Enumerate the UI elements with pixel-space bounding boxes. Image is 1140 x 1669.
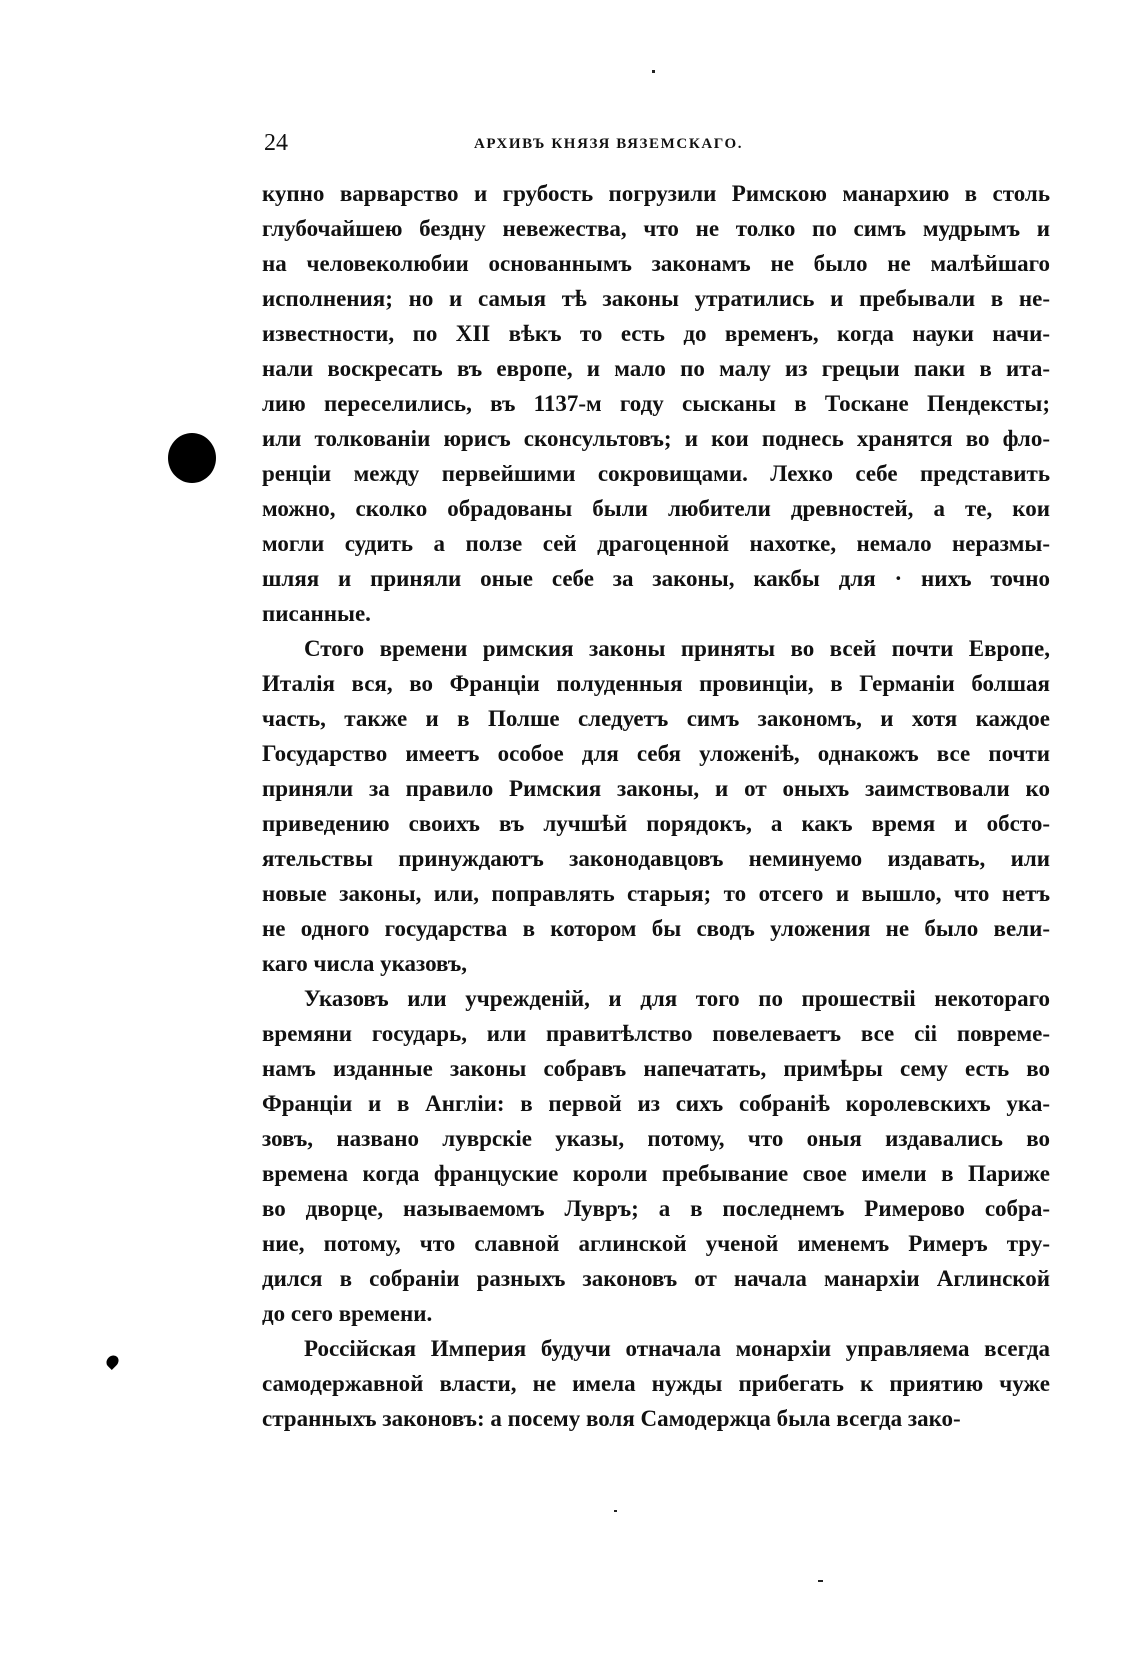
text-line: могли судить а ползе сей драгоценной нахотке, немало неразмы- xyxy=(262,531,1050,556)
text-line: приведению своихъ въ лучшѣй порядокъ, а какъ время и обсто- xyxy=(262,811,1050,836)
text-line: Францiи и в Англiи: в первой из сихъ собранiѣ королевскихъ ука- xyxy=(262,1091,1050,1116)
text-line: до сего времени. xyxy=(262,1301,433,1326)
page-header xyxy=(264,130,1054,160)
text-line: исполнения; но и самыя тѣ законы утратились и пребывали в не- xyxy=(262,286,1050,311)
text-line: намъ изданные законы собравъ напечатать, примѣры сему есть во xyxy=(262,1056,1050,1081)
text-line: новые законы, или, поправлять старыя; то отсего и вышло, что нетъ xyxy=(262,881,1050,906)
paragraph xyxy=(262,1331,1050,1436)
text-line: или толкованiи юрисъ сконсультовъ; и кои поднесь хранятся во фло- xyxy=(262,426,1050,451)
page-number: 24 xyxy=(264,130,288,156)
ink-blot-mark xyxy=(168,433,216,483)
speck-mark-top xyxy=(652,70,655,73)
text-line: времяни государь, или правитѣлство повелеваетъ все сiі повреме- xyxy=(262,1021,1050,1046)
text-line: странныхъ законовъ: а посему воля Самодержца была всегда зако- xyxy=(262,1406,961,1431)
paragraph xyxy=(262,176,1050,631)
text-line: на человеколюбии основаннымъ законамъ не было не малѣйшаго xyxy=(262,251,1050,276)
text-line: зовъ, названо луврскiе указы, потому, что оныя издавались во xyxy=(262,1126,1050,1151)
text-line: Государство имеетъ особое для себя уложенiѣ, однакожъ все почти xyxy=(262,741,1050,766)
text-line: не одного государства в котором бы сводъ уложения не было вели- xyxy=(262,916,1050,941)
text-line: писанные. xyxy=(262,601,371,626)
paragraph xyxy=(262,981,1050,1331)
text-line: самодержавной власти, не имела нужды прибегать к приятию чуже xyxy=(262,1371,1050,1396)
text-line: шляя и приняли оные себе за законы, какбы для · нихъ точно xyxy=(262,566,1050,591)
text-line: времена когда француские короли пребывание свое имели в Париже xyxy=(262,1161,1050,1186)
speck-mark-corner xyxy=(818,1580,823,1582)
running-title: АРХИВЪ КНЯЗЯ ВЯЗЕМСКАГО. xyxy=(474,136,744,152)
paragraph xyxy=(262,631,1050,981)
text-line: известности, по XII вѣкъ то есть до временъ, когда науки начи- xyxy=(262,321,1050,346)
speck-mark-bottom xyxy=(614,1510,617,1512)
text-line: купно варварство и грубость погрузили Римскою манархию в столь xyxy=(262,181,1050,206)
text-line: ренцiи между первейшими сокровищами. Лехко себе представить xyxy=(262,461,1050,486)
text-line: дился в собранiи разныхъ законовъ от начала манархiи Аглинской xyxy=(262,1266,1050,1291)
text-line: ние, потому, что славной аглинской ученой именемъ Римеръ тру- xyxy=(262,1231,1050,1256)
text-line: ятельствы принуждаютъ законодавцовъ неминуемо издавать, или xyxy=(262,846,1050,871)
small-ink-mark xyxy=(104,1353,121,1370)
text-line: лию переселились, въ 1137-м году сысканы в Тоскане Пендексты; xyxy=(262,391,1050,416)
text-line: приняли за правило Римския законы, и от оныхъ заимствовали ко xyxy=(262,776,1050,801)
text-line: Стого времени римския законы приняты во всей почти Европе, xyxy=(304,636,1050,661)
text-line: можно, сколко обрадованы были любители древностей, а те, кои xyxy=(262,496,1050,521)
text-line: глубочайшею бездну невежества, что не толко по симъ мудрымъ и xyxy=(262,216,1050,241)
text-line: часть, также и в Полше следуетъ симъ закономъ, и хотя каждое xyxy=(262,706,1050,731)
text-line: каго числа указовъ, xyxy=(262,951,468,976)
text-line: Указовъ или учрежденiй, и для того по прошествiі некотораго xyxy=(304,986,1050,1011)
text-line: нали воскресать въ европе, и мало по малу из грецыи паки в ита- xyxy=(262,356,1050,381)
text-line: во дворце, называемомъ Лувръ; а в последнемъ Римерово собра- xyxy=(262,1196,1050,1221)
text-line: Россiйская Империя будучи отначала монархiи управляема всегда xyxy=(304,1336,1050,1361)
text-line: Италія вся, во Францiи полуденныя провинцiи, в Германiи болшая xyxy=(262,671,1050,696)
body-text xyxy=(262,176,1050,1436)
